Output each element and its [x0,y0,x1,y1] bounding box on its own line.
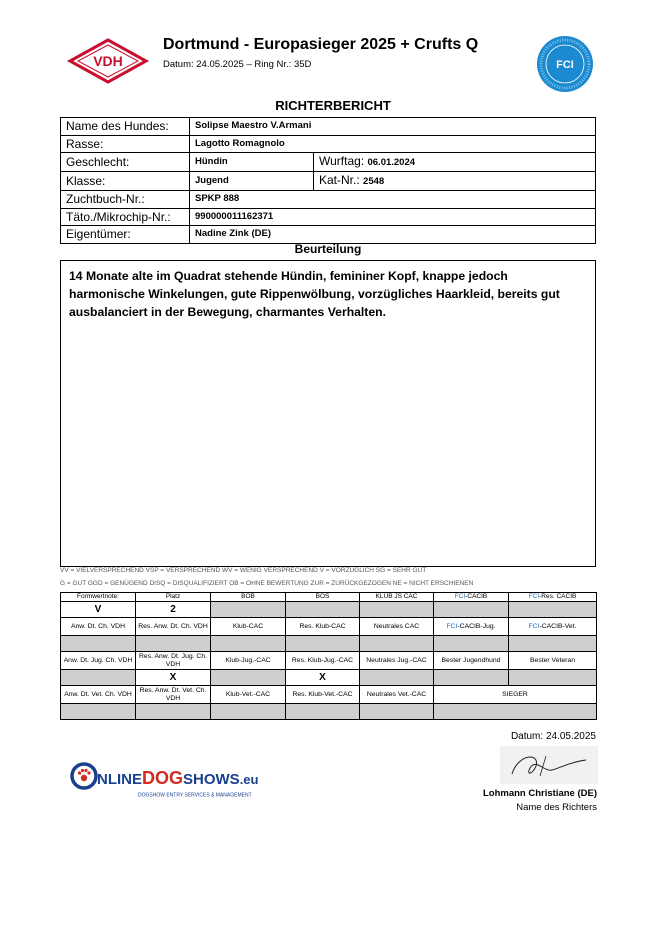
studbook-value: SPKP 888 [190,191,596,209]
empty-cell [61,670,136,686]
footer-date: Datum: 24.05.2025 [510,731,596,742]
name-label: Name des Hundes: [61,118,190,136]
neutrales-vet-cac: Neutrales Vet.-CAC [360,686,434,704]
empty-cell [286,602,360,618]
header-platz: Platz [136,593,211,602]
empty-cell [360,636,434,652]
header-bob: BOB [211,593,286,602]
klub-jug-cac: Klub-Jug.-CAC [211,652,286,670]
birth-label: Wurftag: [319,154,365,168]
breed-value: Lagotto Romagnolo [190,135,596,153]
header-res-cacib-text: -Res. CACIB [539,593,577,600]
chip-label: Täto./Mikrochip-Nr.: [61,208,190,226]
empty-cell [61,704,136,720]
fci-prefix: FCI [454,593,466,600]
ods-part1: NLINE [97,771,142,788]
res-klub-jug-cac: Res. Klub-Jug.-CAC [286,652,360,670]
grid-value-row-7 [61,704,597,720]
dog-info-table [60,117,596,244]
empty-cell [360,602,434,618]
class-label: Klasse: [61,172,190,191]
empty-cell [509,602,597,618]
judge-name: Lohmann Christiane (DE) [482,788,597,799]
empty-cell [211,670,286,686]
chip-value: 990000011162371 [190,208,596,226]
grid-label-row-4 [61,652,597,670]
report-title: RICHTERBERICHT [275,98,391,113]
row-sex [61,153,596,172]
ods-wordmark [97,768,259,788]
header-cacib-text: -CACIB [465,593,488,600]
ods-part4: .eu [239,772,259,787]
judge-signature [500,746,598,784]
klub-cac: Klub-CAC [211,618,286,636]
platz-value: 2 [136,602,211,618]
row-chip [61,208,596,226]
results-grid [60,592,597,720]
header-res-cacib [509,593,597,602]
empty-cell [136,704,211,720]
cacib-jug [434,618,509,636]
fci-prefix: FCI [446,622,458,630]
vdh-logo [68,38,148,84]
empty-cell [286,636,360,652]
row-breed [61,135,596,153]
empty-cell [286,704,360,720]
bester-veteran: Bester Veteran [509,652,597,670]
legend-line-2: G = GUT GGD = GENÜGEND DISQ = DISQUALIFIZIERT OB = OHNE BEWERTUNG ZUR = ZURÜCKGEZOGEN NE = NICHT ERSCHIENEN [60,580,474,587]
bester-jugendhund: Bester Jugendhund [434,652,509,670]
sex-label: Geschlecht: [61,153,190,172]
res-anw-jug-mark: X [136,670,211,686]
judge-caption: Name des Richters [516,802,597,813]
empty-cell [434,602,509,618]
neutrales-cac: Neutrales CAC [360,618,434,636]
empty-cell [434,704,597,720]
ods-tagline: DOGSHOW ENTRY SERVICES & MANAGEMENT [138,792,252,799]
klub-vet-cac: Klub-Vet.-CAC [211,686,286,704]
studbook-label: Zuchtbuch-Nr.: [61,191,190,209]
header-formwertnote: Formwertnote: [61,593,136,602]
breed-label: Rasse: [61,135,190,153]
res-anw-dt-ch: Res. Anw. Dt. Ch. VDH [136,618,211,636]
grid-label-row-2 [61,618,597,636]
page-title: Dortmund - Europasieger 2025 + Crufts Q [163,36,479,53]
header-cacib [434,593,509,602]
header-klub-js-cac: KLUB JS CAC [360,593,434,602]
empty-cell [211,704,286,720]
row-name [61,118,596,136]
dog-name: Solipse Maestro V.Armani [190,118,596,136]
empty-cell [434,670,509,686]
cacib-vet [509,618,597,636]
sieger: SIEGER [434,686,597,704]
fci-prefix: FCI [528,622,540,630]
anw-dt-ch: Anw. Dt. Ch. VDH [61,618,136,636]
birth-cell [314,153,596,172]
anw-dt-vet-ch: Anw. Dt. Vet. Ch. VDH [61,686,136,704]
row-owner [61,226,596,244]
fci-logo-text: FCI [556,59,574,71]
cacib-vet-text: -CACIB-Vet. [539,622,577,630]
fci-logo [536,35,594,93]
empty-cell [509,670,597,686]
neutrales-jug-cac: Neutrales Jug.-CAC [360,652,434,670]
grid-header-row [61,593,597,602]
empty-cell [360,704,434,720]
empty-cell [211,602,286,618]
grid-value-row-5 [61,670,597,686]
empty-cell [211,636,286,652]
empty-cell [434,636,509,652]
owner-value: Nadine Zink (DE) [190,226,596,244]
res-anw-dt-jug-ch: Res. Anw. Dt. Jug. Ch. VDH [136,652,211,670]
empty-cell [61,636,136,652]
res-klub-cac: Res. Klub-CAC [286,618,360,636]
event-subtitle: Datum: 24.05.2025 – Ring Nr.: 35D [163,59,312,70]
legend-line-1: VV = VIELVERSPRECHEND VSP = VERSPRECHEND WV = WENIG VERSPRECHEND V = VORZÜGLICH SG = SEHR GUT [60,567,427,574]
grid-label-row-6 [61,686,597,704]
onlinedogshows-logo [70,759,259,801]
empty-cell [509,636,597,652]
empty-cell [360,670,434,686]
row-studbook [61,191,596,209]
birth-value: 06.01.2024 [367,157,416,168]
assessment-text: 14 Monate alte im Quadrat stehende Hündin, femininer Kopf, knappe jedoch harmonische Winkelungen, gute Rippenwölbung, vorzügliches Haarkleid, bereits gut ausbalanciert in der Bewegung, charmantes Verhalten. [69,269,560,319]
res-klub-jug-mark: X [286,670,360,686]
cat-cell [314,172,596,191]
ods-part2: DOG [142,768,184,788]
header-bos: BOS [286,593,360,602]
vdh-logo-text: VDH [93,53,123,69]
assessment-box [60,260,596,567]
res-klub-vet-cac: Res. Klub-Vet.-CAC [286,686,360,704]
res-anw-dt-vet-ch: Res. Anw. Dt. Vet. Ch. VDH [136,686,211,704]
row-class [61,172,596,191]
owner-label: Eigentümer: [61,226,190,244]
anw-dt-jug-ch: Anw. Dt. Jug. Ch. VDH [61,652,136,670]
grid-value-row-1 [61,602,597,618]
sex-value: Hündin [190,153,314,172]
cacib-jug-text: -CACIB-Jug. [457,622,496,630]
cat-value: 2548 [363,176,385,187]
formwert-value: V [61,602,136,618]
empty-cell [136,636,211,652]
fci-prefix: FCI [528,593,540,600]
grid-value-row-3 [61,636,597,652]
ods-part3: SHOWS [183,771,240,788]
class-value: Jugend [190,172,314,191]
cat-label: Kat-Nr.: [319,173,360,187]
assessment-title: Beurteilung [294,242,362,256]
